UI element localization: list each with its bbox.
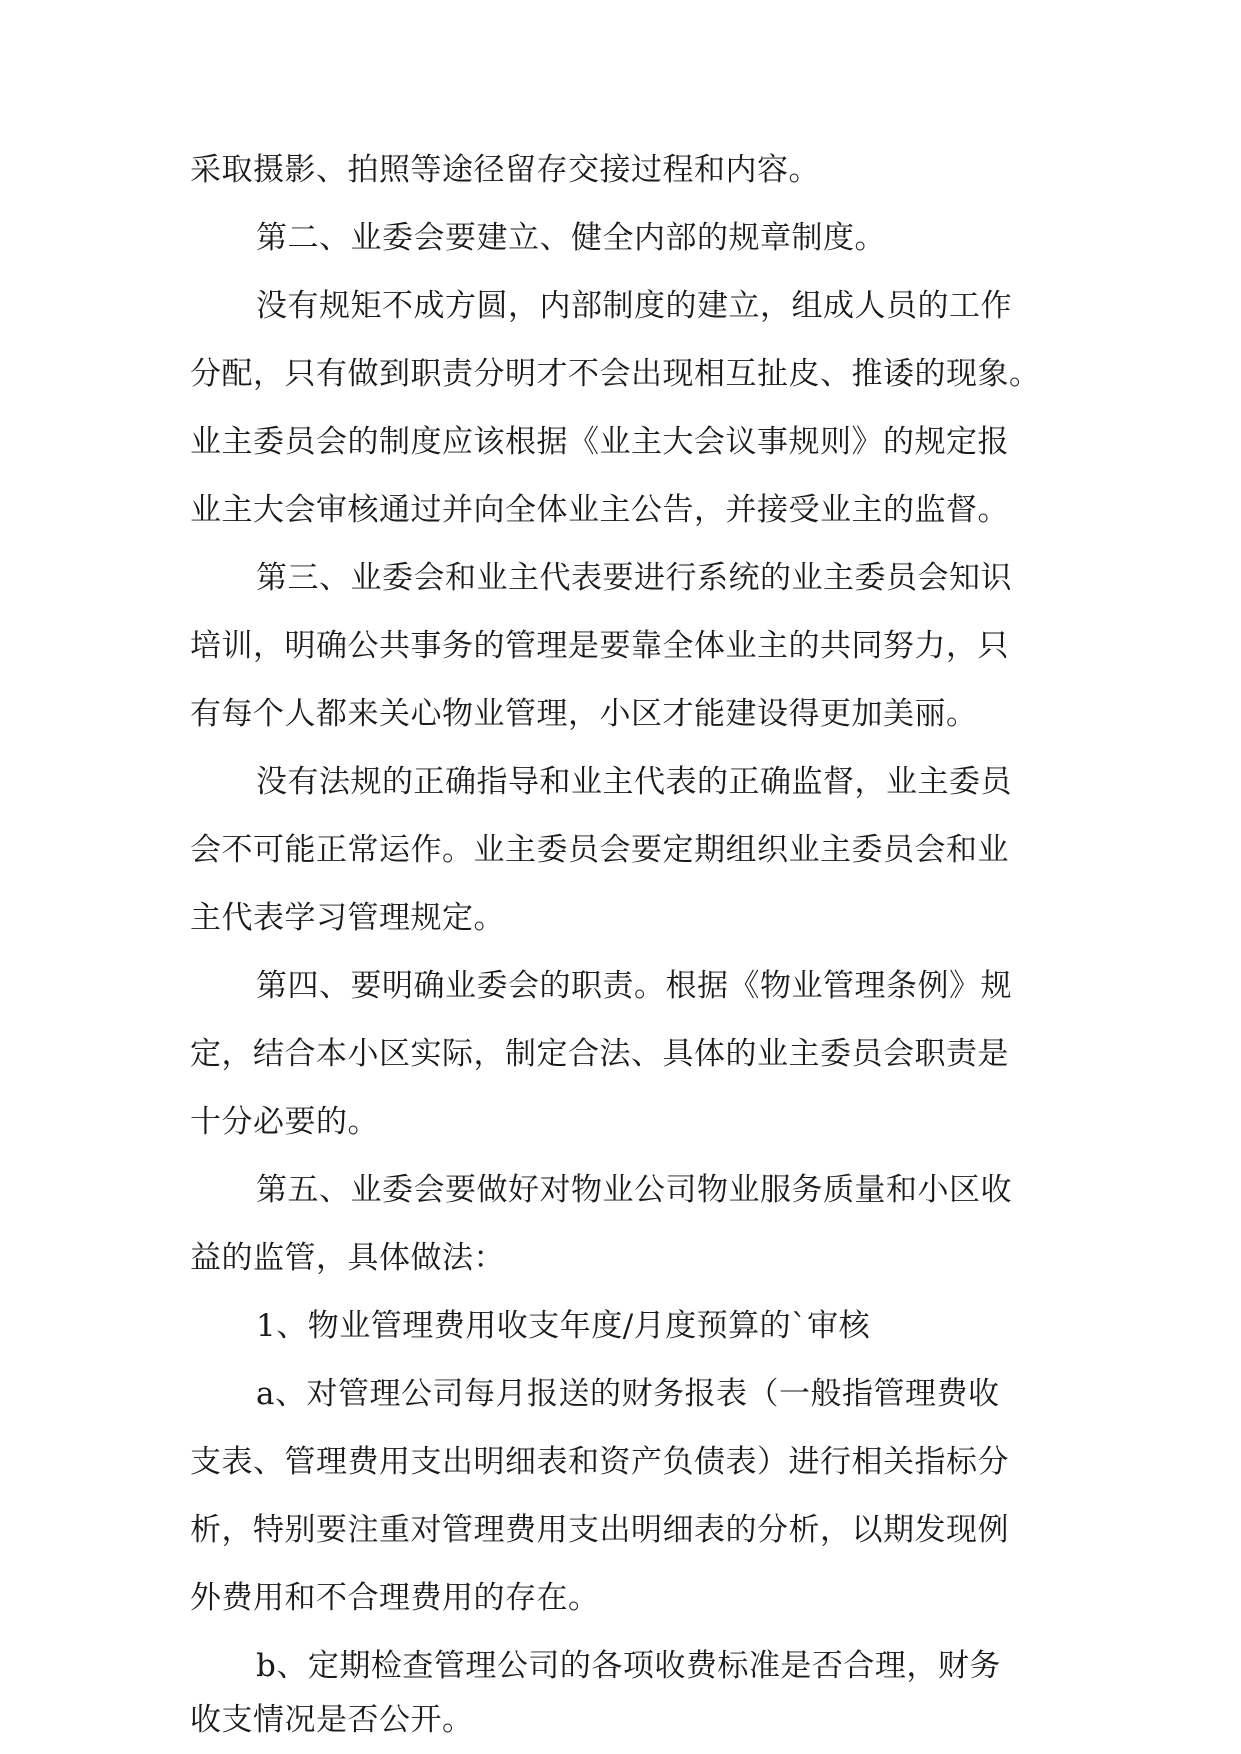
paragraph-line: 十分必要的。 bbox=[190, 1104, 379, 1140]
paragraph-line: 会不可能正常运作。业主委员会要定期组织业主委员会和业 bbox=[190, 832, 1009, 868]
paragraph-line: 定，结合本小区实际，制定合法、具体的业主委员会职责是 bbox=[190, 1036, 1009, 1072]
paragraph-line: 支表、管理费用支出明细表和资产负债表）进行相关指标分 bbox=[190, 1444, 1009, 1480]
paragraph-line: 1、物业管理费用收支年度/月度预算的`审核 bbox=[256, 1308, 871, 1344]
paragraph-line: 没有规矩不成方圆，内部制度的建立，组成人员的工作 bbox=[256, 288, 1012, 324]
paragraph-line: 主代表学习管理规定。 bbox=[190, 900, 505, 936]
paragraph-line: 业主大会审核通过并向全体业主公告，并接受业主的监督。 bbox=[190, 492, 1009, 528]
paragraph-line: 第三、业委会和业主代表要进行系统的业主委员会知识 bbox=[256, 560, 1012, 596]
paragraph-line: 析，特别要注重对管理费用支出明细表的分析，以期发现例 bbox=[190, 1512, 1009, 1548]
paragraph-line: 益的监管，具体做法： bbox=[190, 1240, 505, 1276]
paragraph-line: 采取摄影、拍照等途径留存交接过程和内容。 bbox=[190, 152, 820, 188]
paragraph-line: b、定期检查管理公司的各项收费标准是否合理，财务 bbox=[256, 1648, 1001, 1684]
paragraph-line: 第二、业委会要建立、健全内部的规章制度。 bbox=[256, 220, 886, 256]
paragraph-line: 第五、业委会要做好对物业公司物业服务质量和小区收 bbox=[256, 1172, 1012, 1208]
paragraph-line: 分配，只有做到职责分明才不会出现相互扯皮、推诿的现象。 bbox=[190, 356, 1041, 392]
paragraph-line: 第四、要明确业委会的职责。根据《物业管理条例》规 bbox=[256, 968, 1012, 1004]
paragraph-line: 业主委员会的制度应该根据《业主大会议事规则》的规定报 bbox=[190, 424, 1009, 460]
paragraph-line: 有每个人都来关心物业管理，小区才能建设得更加美丽。 bbox=[190, 696, 978, 732]
paragraph-line: a、对管理公司每月报送的财务报表（一般指管理费收 bbox=[256, 1376, 1000, 1412]
paragraph-line: 收支情况是否公开。 bbox=[190, 1702, 474, 1738]
paragraph-line: 培训，明确公共事务的管理是要靠全体业主的共同努力，只 bbox=[190, 628, 1009, 664]
paragraph-line: 没有法规的正确指导和业主代表的正确监督，业主委员 bbox=[256, 764, 1012, 800]
paragraph-line: 外费用和不合理费用的存在。 bbox=[190, 1580, 600, 1616]
